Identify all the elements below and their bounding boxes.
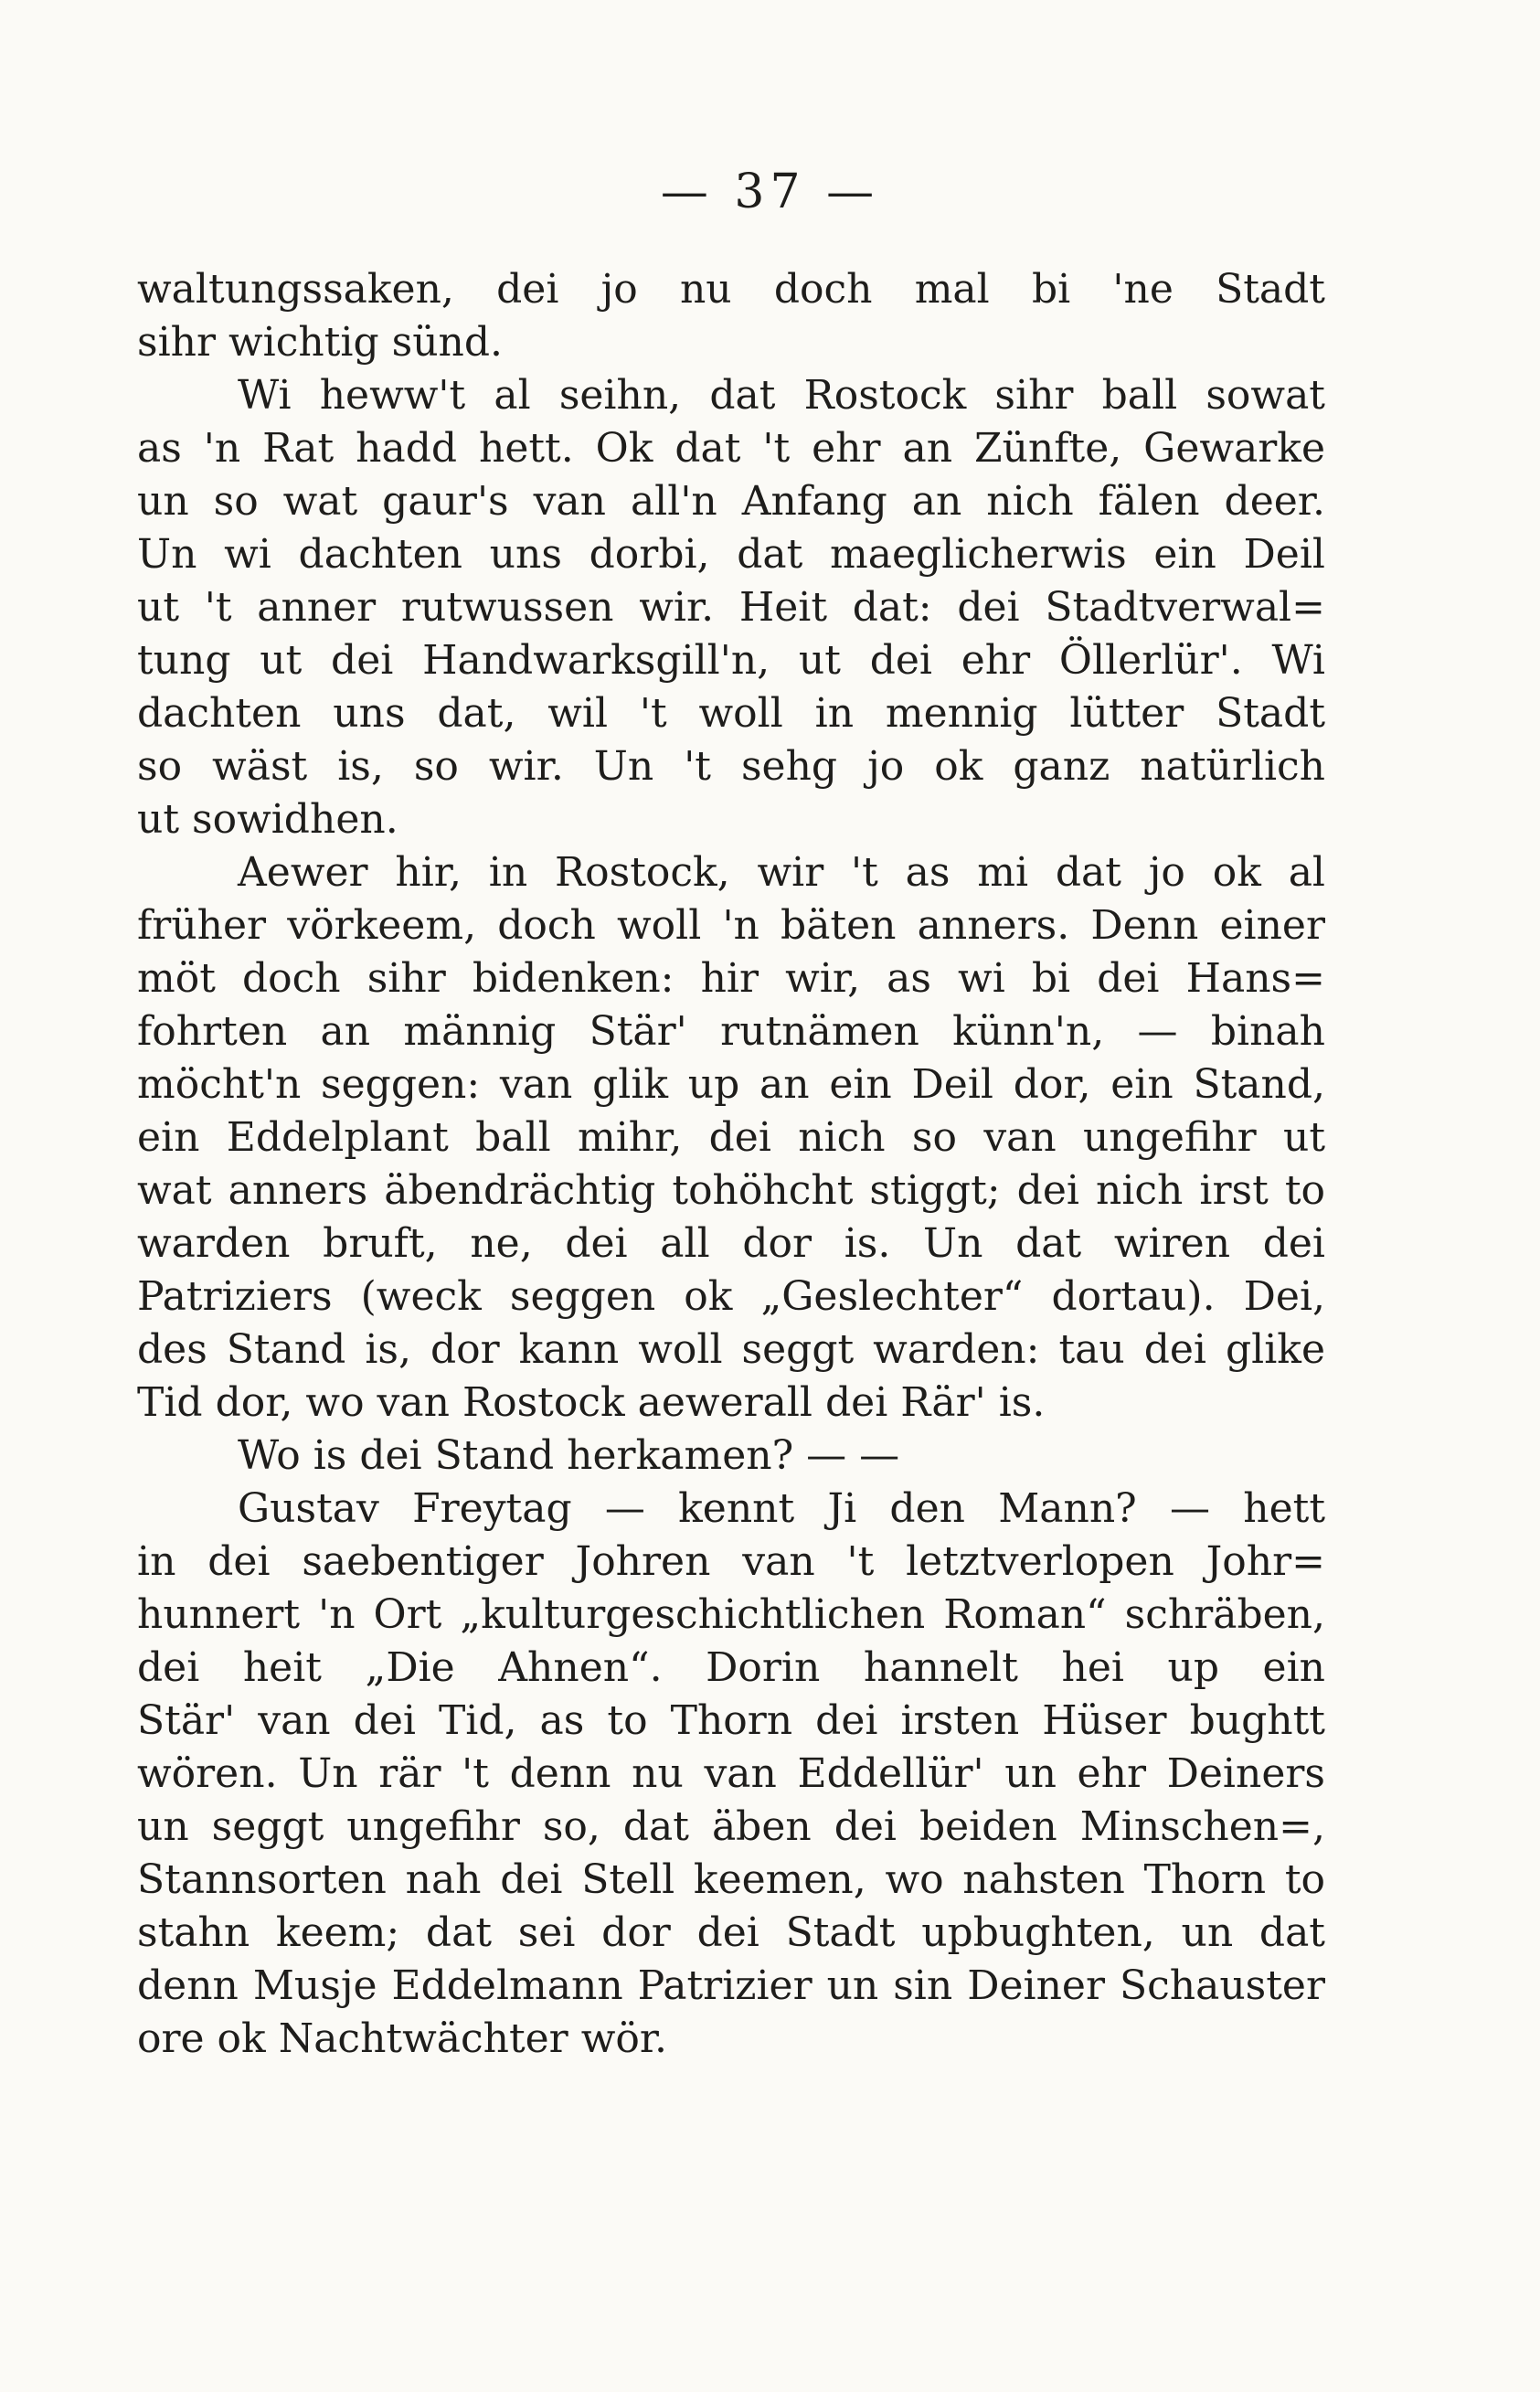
text-line: tung ut dei Handwarksgill'n, ut dei ehr Öllerlür'. Wi <box>137 637 1325 684</box>
text-line: dei heit „Die Ahnen“. Dorin hannelt hei up ein <box>137 1644 1325 1691</box>
text-line: ein Eddelplant ball mihr, dei nich so van ungefihr ut <box>137 1114 1325 1161</box>
text-line: früher vörkeem, doch woll 'n bäten anners. Denn einer <box>137 902 1325 949</box>
text-line: hunnert 'n Ort „kulturgeschichtlichen Roman“ schräben, <box>137 1591 1325 1638</box>
text-line: denn Musje Eddelmann Patrizier un sin Deiner Schauster <box>137 1962 1325 2009</box>
text-line: möcht'n seggen: van glik up an ein Deil dor, ein Stand, <box>137 1061 1325 1108</box>
text-line: dachten uns dat, wil 't woll in mennig lütter Stadt <box>137 690 1325 737</box>
text-line: ore ok Nachtwächter wör. <box>137 2015 668 2062</box>
text-line: wat anners äbendrächtig tohöhcht stiggt; dei nich irst to <box>137 1167 1325 1214</box>
text-line: in dei saebentiger Johren van 't letztverlopen Johr= <box>137 1538 1325 1585</box>
text-line: so wäst is, so wir. Un 't sehg jo ok ganz natürlich <box>137 743 1325 790</box>
text-line: wören. Un rär 't denn nu van Eddellür' un ehr Deiners <box>137 1750 1325 1797</box>
text-line: Un wi dachten uns dorbi, dat maeglicherwis ein Deil <box>137 531 1325 578</box>
text-line: des Stand is, dor kann woll seggt warden: tau dei glike <box>137 1326 1325 1373</box>
text-line: möt doch sihr bidenken: hir wir, as wi bi dei Hans= <box>137 955 1325 1002</box>
text-line: Aewer hir, in Rostock, wir 't as mi dat jo ok al <box>238 849 1325 896</box>
text-line: Patriziers (weck seggen ok „Geslechter“ dortau). Dei, <box>137 1273 1325 1320</box>
text-line: Stannsorten nah dei Stell keemen, wo nahsten Thorn to <box>137 1856 1325 1903</box>
text-line: sihr wichtig sünd. <box>137 319 504 366</box>
text-line: Stär' van dei Tid, as to Thorn dei irsten Hüser bughtt <box>137 1697 1325 1744</box>
text-line: fohrten an männig Stär' rutnämen künn'n, — binah <box>137 1008 1325 1055</box>
text-line: ut 't anner rutwussen wir. Heit dat: dei Stadtverwal= <box>137 584 1325 631</box>
text-line: waltungssaken, dei jo nu doch mal bi 'ne Stadt <box>137 266 1325 313</box>
text-line: warden bruft, ne, dei all dor is. Un dat wiren dei <box>137 1220 1325 1267</box>
text-line: un seggt ungefihr so, dat äben dei beiden Minschen=, <box>137 1803 1325 1850</box>
text-line: ut sowidhen. <box>137 796 398 843</box>
text-line: Gustav Freytag — kennt Ji den Mann? — hett <box>238 1485 1325 1532</box>
text-line: un so wat gaur's van all'n Anfang an nich fälen deer. <box>137 478 1325 525</box>
text-line: Wo is dei Stand herkamen? — — <box>238 1432 900 1479</box>
body-text <box>137 263 1325 2066</box>
text-line: stahn keem; dat sei dor dei Stadt upbughten, un dat <box>137 1909 1325 1956</box>
text-line: as 'n Rat hadd hett. Ok dat 't ehr an Zünfte, Gewarke <box>137 425 1325 472</box>
text-line: Tid dor, wo van Rostock aewerall dei Rär' is. <box>137 1379 1046 1426</box>
text-line: Wi heww't al seihn, dat Rostock sihr ball sowat <box>238 372 1325 419</box>
page-number: — 37 — <box>660 165 880 219</box>
